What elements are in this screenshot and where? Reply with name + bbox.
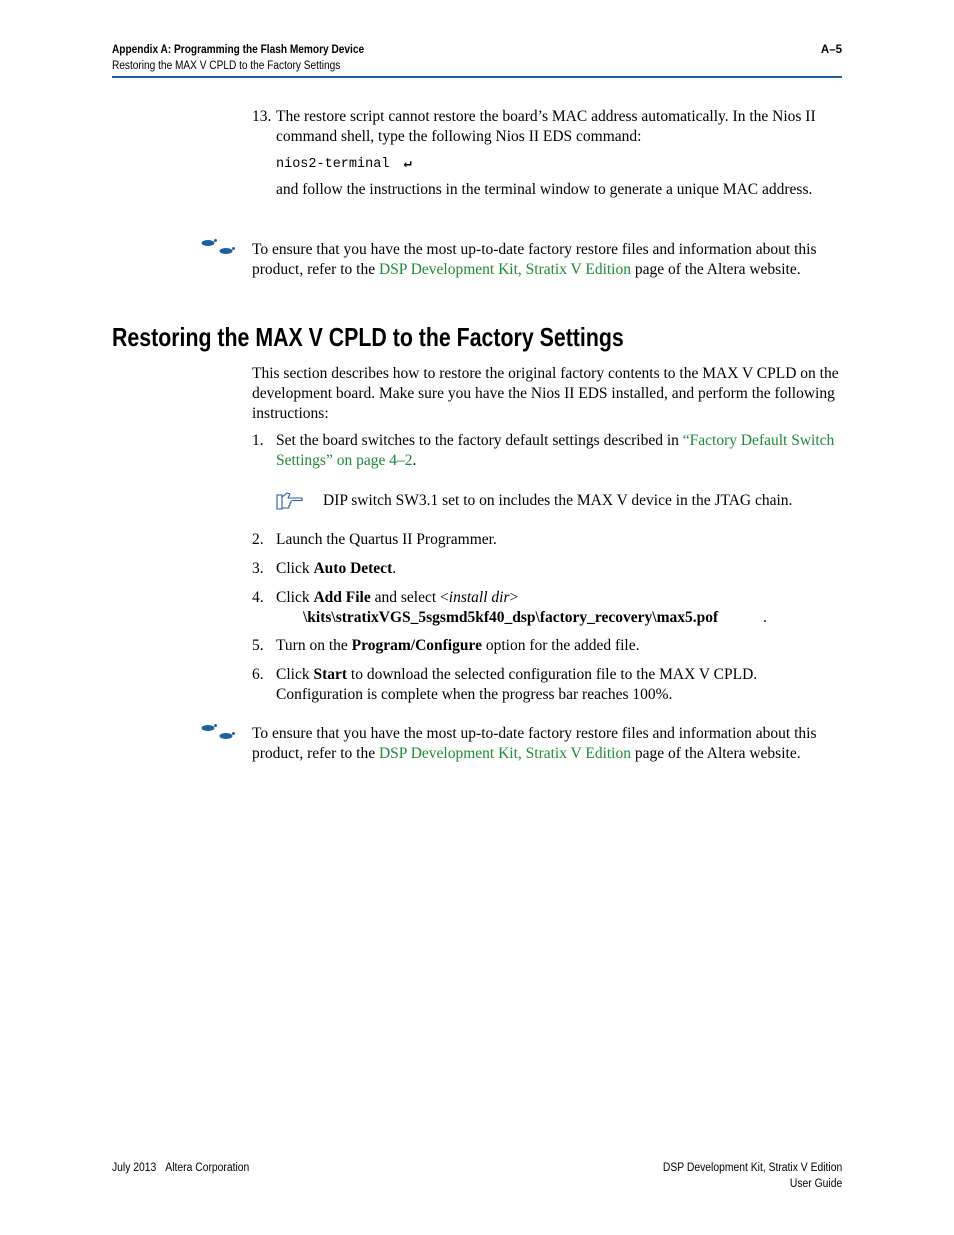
step-text: Click	[276, 589, 314, 606]
step-text: .	[412, 451, 417, 469]
step-3-text	[276, 559, 396, 579]
step-number: 13.	[252, 108, 272, 125]
command-line	[276, 155, 412, 175]
step-text: Click	[276, 560, 314, 577]
tip-note	[252, 724, 832, 764]
running-header-title: Appendix A: Programming the Flash Memory Device	[112, 44, 365, 56]
tip-note	[252, 240, 832, 280]
footer-right	[663, 1160, 842, 1192]
ui-term-program-configure: Program/Configure	[351, 637, 482, 654]
product-page-link[interactable]: DSP Development Kit, Stratix V Edition	[378, 744, 631, 762]
step-number: 2.	[252, 531, 264, 548]
step-number: 6.	[252, 666, 264, 683]
step-number: 4.	[252, 589, 264, 606]
step-text: Turn on the	[276, 637, 352, 654]
step-number: 1.	[252, 432, 264, 449]
tip-text: page of the Altera website.	[631, 744, 801, 762]
step-text: Click	[276, 666, 314, 683]
footer-left	[112, 1160, 249, 1176]
tip-text: To ensure that you have the most up-to-date factory restore files and information about this product, refer to the	[252, 241, 817, 278]
page-number: A–5	[820, 44, 842, 56]
step-4-text	[276, 588, 719, 626]
step-1-text	[276, 431, 842, 471]
pointing-hand-icon	[276, 491, 304, 511]
step-text: >	[509, 589, 519, 606]
step-2-text: Launch the Quartus II Programmer.	[276, 531, 497, 548]
step-4-period: .	[763, 609, 767, 626]
ui-term-start: Start	[313, 666, 348, 683]
ui-term-add-file: Add File	[313, 589, 371, 606]
footer-doc-type: User Guide	[789, 1178, 842, 1190]
product-page-link[interactable]: DSP Development Kit, Stratix V Edition	[378, 260, 631, 278]
note-text: DIP switch SW3.1 set to on includes the MAX V device in the JTAG chain.	[323, 492, 793, 509]
install-dir-placeholder: install dir	[448, 589, 510, 606]
command-text: nios2-terminal	[276, 157, 390, 172]
section-intro: This section describes how to restore the original factory contents to the MAX V CPLD on the development board. Make sure you have the Nios II EDS installed, and perform the following instructions:	[252, 365, 839, 422]
step-number: 3.	[252, 560, 264, 577]
tip-text: page of the Altera website.	[631, 260, 801, 278]
ui-term-auto-detect: Auto Detect	[313, 560, 393, 577]
step-text: .	[392, 560, 397, 577]
step-5-text	[276, 636, 640, 656]
footsteps-icon	[200, 238, 240, 256]
footsteps-icon	[200, 723, 240, 741]
tip-text: To ensure that you have the most up-to-date factory restore files and information about this product, refer to the	[252, 725, 817, 762]
footer-doc-title: DSP Development Kit, Stratix V Edition	[662, 1162, 842, 1174]
running-header-subtitle: Restoring the MAX V CPLD to the Factory Settings	[112, 60, 341, 72]
step-text: and select <	[370, 589, 449, 606]
step-13-text: The restore script cannot restore the board’s MAC address automatically. In the Nios II command shell, type the following Nios II EDS command:	[276, 108, 816, 145]
section-heading: Restoring the MAX V CPLD to the Factory Settings	[112, 322, 624, 352]
step-number: 5.	[252, 637, 264, 654]
step-6-text	[276, 665, 816, 705]
footer-company: Altera Corporation	[165, 1162, 250, 1174]
step-text: option for the added file.	[481, 637, 640, 654]
step-text: Set the board switches to the factory default settings described in	[276, 432, 683, 449]
enter-key-icon: ↵	[403, 157, 412, 172]
header-rule	[112, 76, 842, 78]
file-path: \kits\stratixVGS_5sgsmd5kf40_dsp\factory_recovery\max5.pof	[303, 608, 719, 626]
factory-switch-settings-link[interactable]: “Factory Default Switch Settings” on page 4–2	[276, 432, 835, 469]
step-13-followup: and follow the instructions in the terminal window to generate a unique MAC address.	[276, 181, 813, 198]
step-text: to download the selected configuration file to the MAX V CPLD. Configuration is complete when the progress bar reaches 100%.	[276, 666, 758, 703]
footer-date: July 2013	[112, 1162, 157, 1174]
